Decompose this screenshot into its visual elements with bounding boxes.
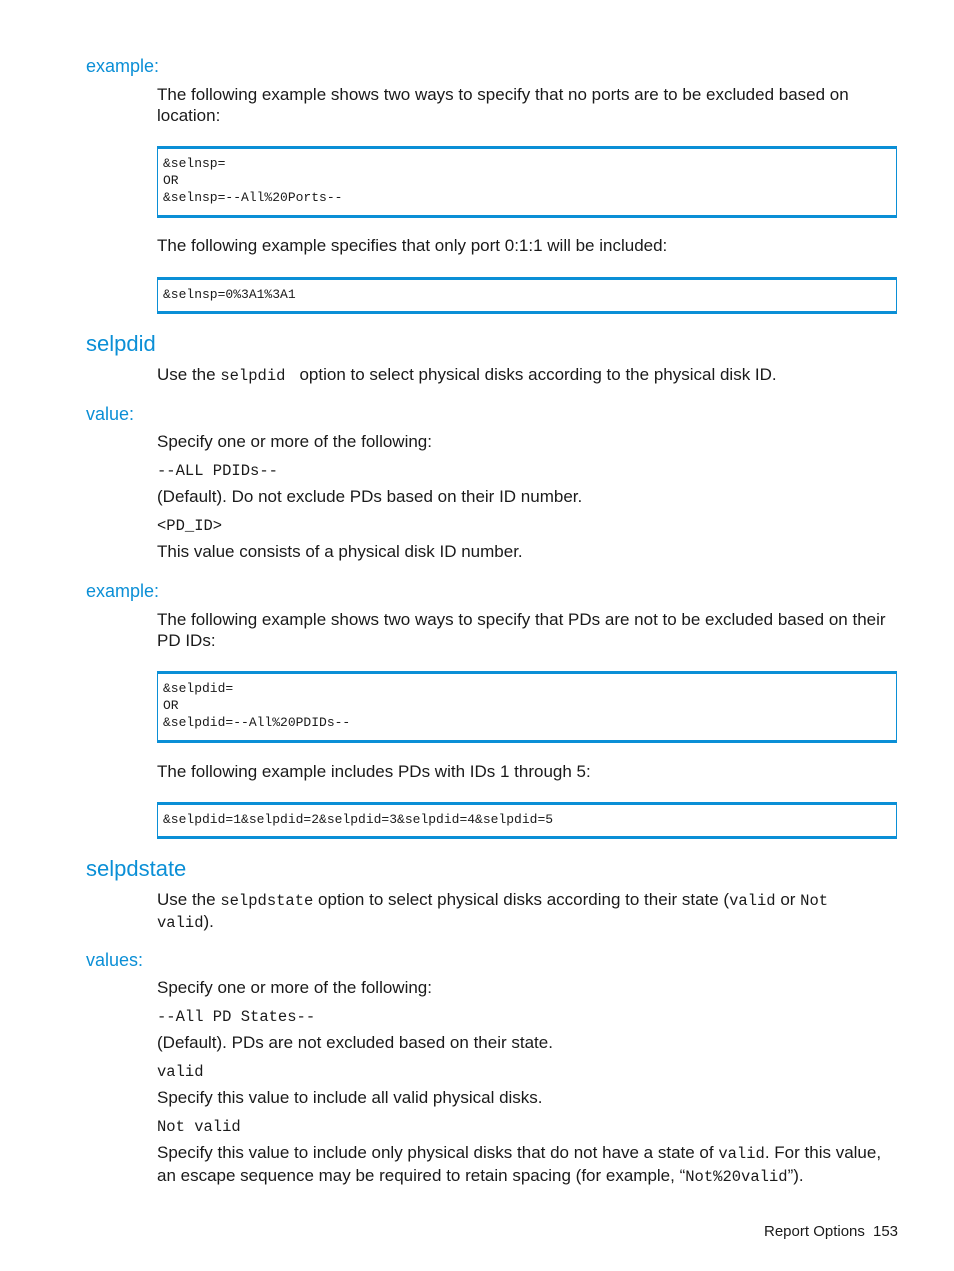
option-description	[157, 1166, 804, 1186]
inline-code: Not	[800, 892, 829, 910]
paragraph: The following example includes PDs with IDs 1 through 5:	[157, 762, 591, 781]
paragraph	[157, 365, 777, 385]
code-line: OR	[163, 173, 179, 188]
code-block	[157, 277, 897, 314]
paragraph: The following example specifies that only port 0:1:1 will be included:	[157, 236, 668, 255]
example-heading: example:	[86, 56, 160, 76]
inline-code: selpdstate	[220, 892, 314, 910]
inline-code: selpdid	[220, 367, 295, 385]
code-block	[157, 146, 897, 218]
paragraph	[157, 890, 828, 910]
text: an escape sequence may be required to retain spacing (for example, “	[157, 1166, 686, 1185]
footer-section-label: Report Options	[764, 1223, 865, 1240]
code-line: OR	[163, 698, 179, 713]
subsection-heading: values:	[86, 950, 144, 970]
paragraph: Specify one or more of the following:	[157, 978, 432, 997]
paragraph: location:	[157, 106, 221, 125]
code-block	[157, 671, 897, 743]
inline-code: valid	[157, 914, 204, 932]
paragraph: The following example shows two ways to specify that no ports are to be excluded based on	[157, 85, 849, 104]
code-line: &selpdid=	[163, 681, 234, 696]
option-description: This value consists of a physical disk ID number.	[157, 542, 523, 561]
inline-code: valid	[729, 892, 776, 910]
option-code: <PD_ID>	[157, 517, 223, 535]
section-heading: selpdstate	[86, 856, 187, 881]
option-code: valid	[157, 1063, 204, 1081]
text: Use the	[157, 365, 221, 384]
option-code: --ALL PDIDs--	[157, 462, 278, 480]
text: ).	[203, 912, 214, 931]
option-code: --All PD States--	[157, 1008, 316, 1026]
option-description: Specify this value to include all valid physical disks.	[157, 1088, 543, 1107]
code-line: &selnsp=--All%20Ports--	[163, 190, 343, 205]
text: Use the	[157, 890, 221, 909]
code-line: &selnsp=0%3A1%3A1	[163, 287, 296, 302]
section-heading: selpdid	[86, 331, 156, 356]
example-heading: example:	[86, 581, 160, 601]
page-number: 153	[873, 1223, 899, 1240]
code-line: &selpdid=--All%20PDIDs--	[163, 715, 351, 730]
inline-code: valid	[718, 1145, 765, 1163]
code-line: &selpdid=1&selpdid=2&selpdid=3&selpdid=4&selpdid=5	[163, 812, 554, 827]
option-description: (Default). PDs are not excluded based on their state.	[157, 1033, 553, 1052]
subsection-heading: value:	[86, 404, 135, 424]
option-code: Not valid	[157, 1118, 241, 1136]
paragraph: The following example shows two ways to specify that PDs are not to be excluded based on their	[157, 610, 886, 629]
text: ”).	[787, 1166, 804, 1185]
code-line: &selnsp=	[163, 156, 226, 171]
text: or	[775, 890, 801, 909]
option-description	[157, 1143, 881, 1163]
text: option to select physical disks according to the physical disk ID.	[294, 365, 777, 384]
option-description: (Default). Do not exclude PDs based on their ID number.	[157, 487, 583, 506]
inline-code: Not%20valid	[685, 1168, 788, 1186]
text: option to select physical disks according to their state (	[313, 890, 730, 909]
text: Specify this value to include only physical disks that do not have a state of	[157, 1143, 719, 1162]
code-block	[157, 802, 897, 839]
paragraph	[157, 912, 214, 932]
text: . For this value,	[764, 1143, 882, 1162]
paragraph: Specify one or more of the following:	[157, 432, 432, 451]
paragraph: PD IDs:	[157, 631, 216, 650]
